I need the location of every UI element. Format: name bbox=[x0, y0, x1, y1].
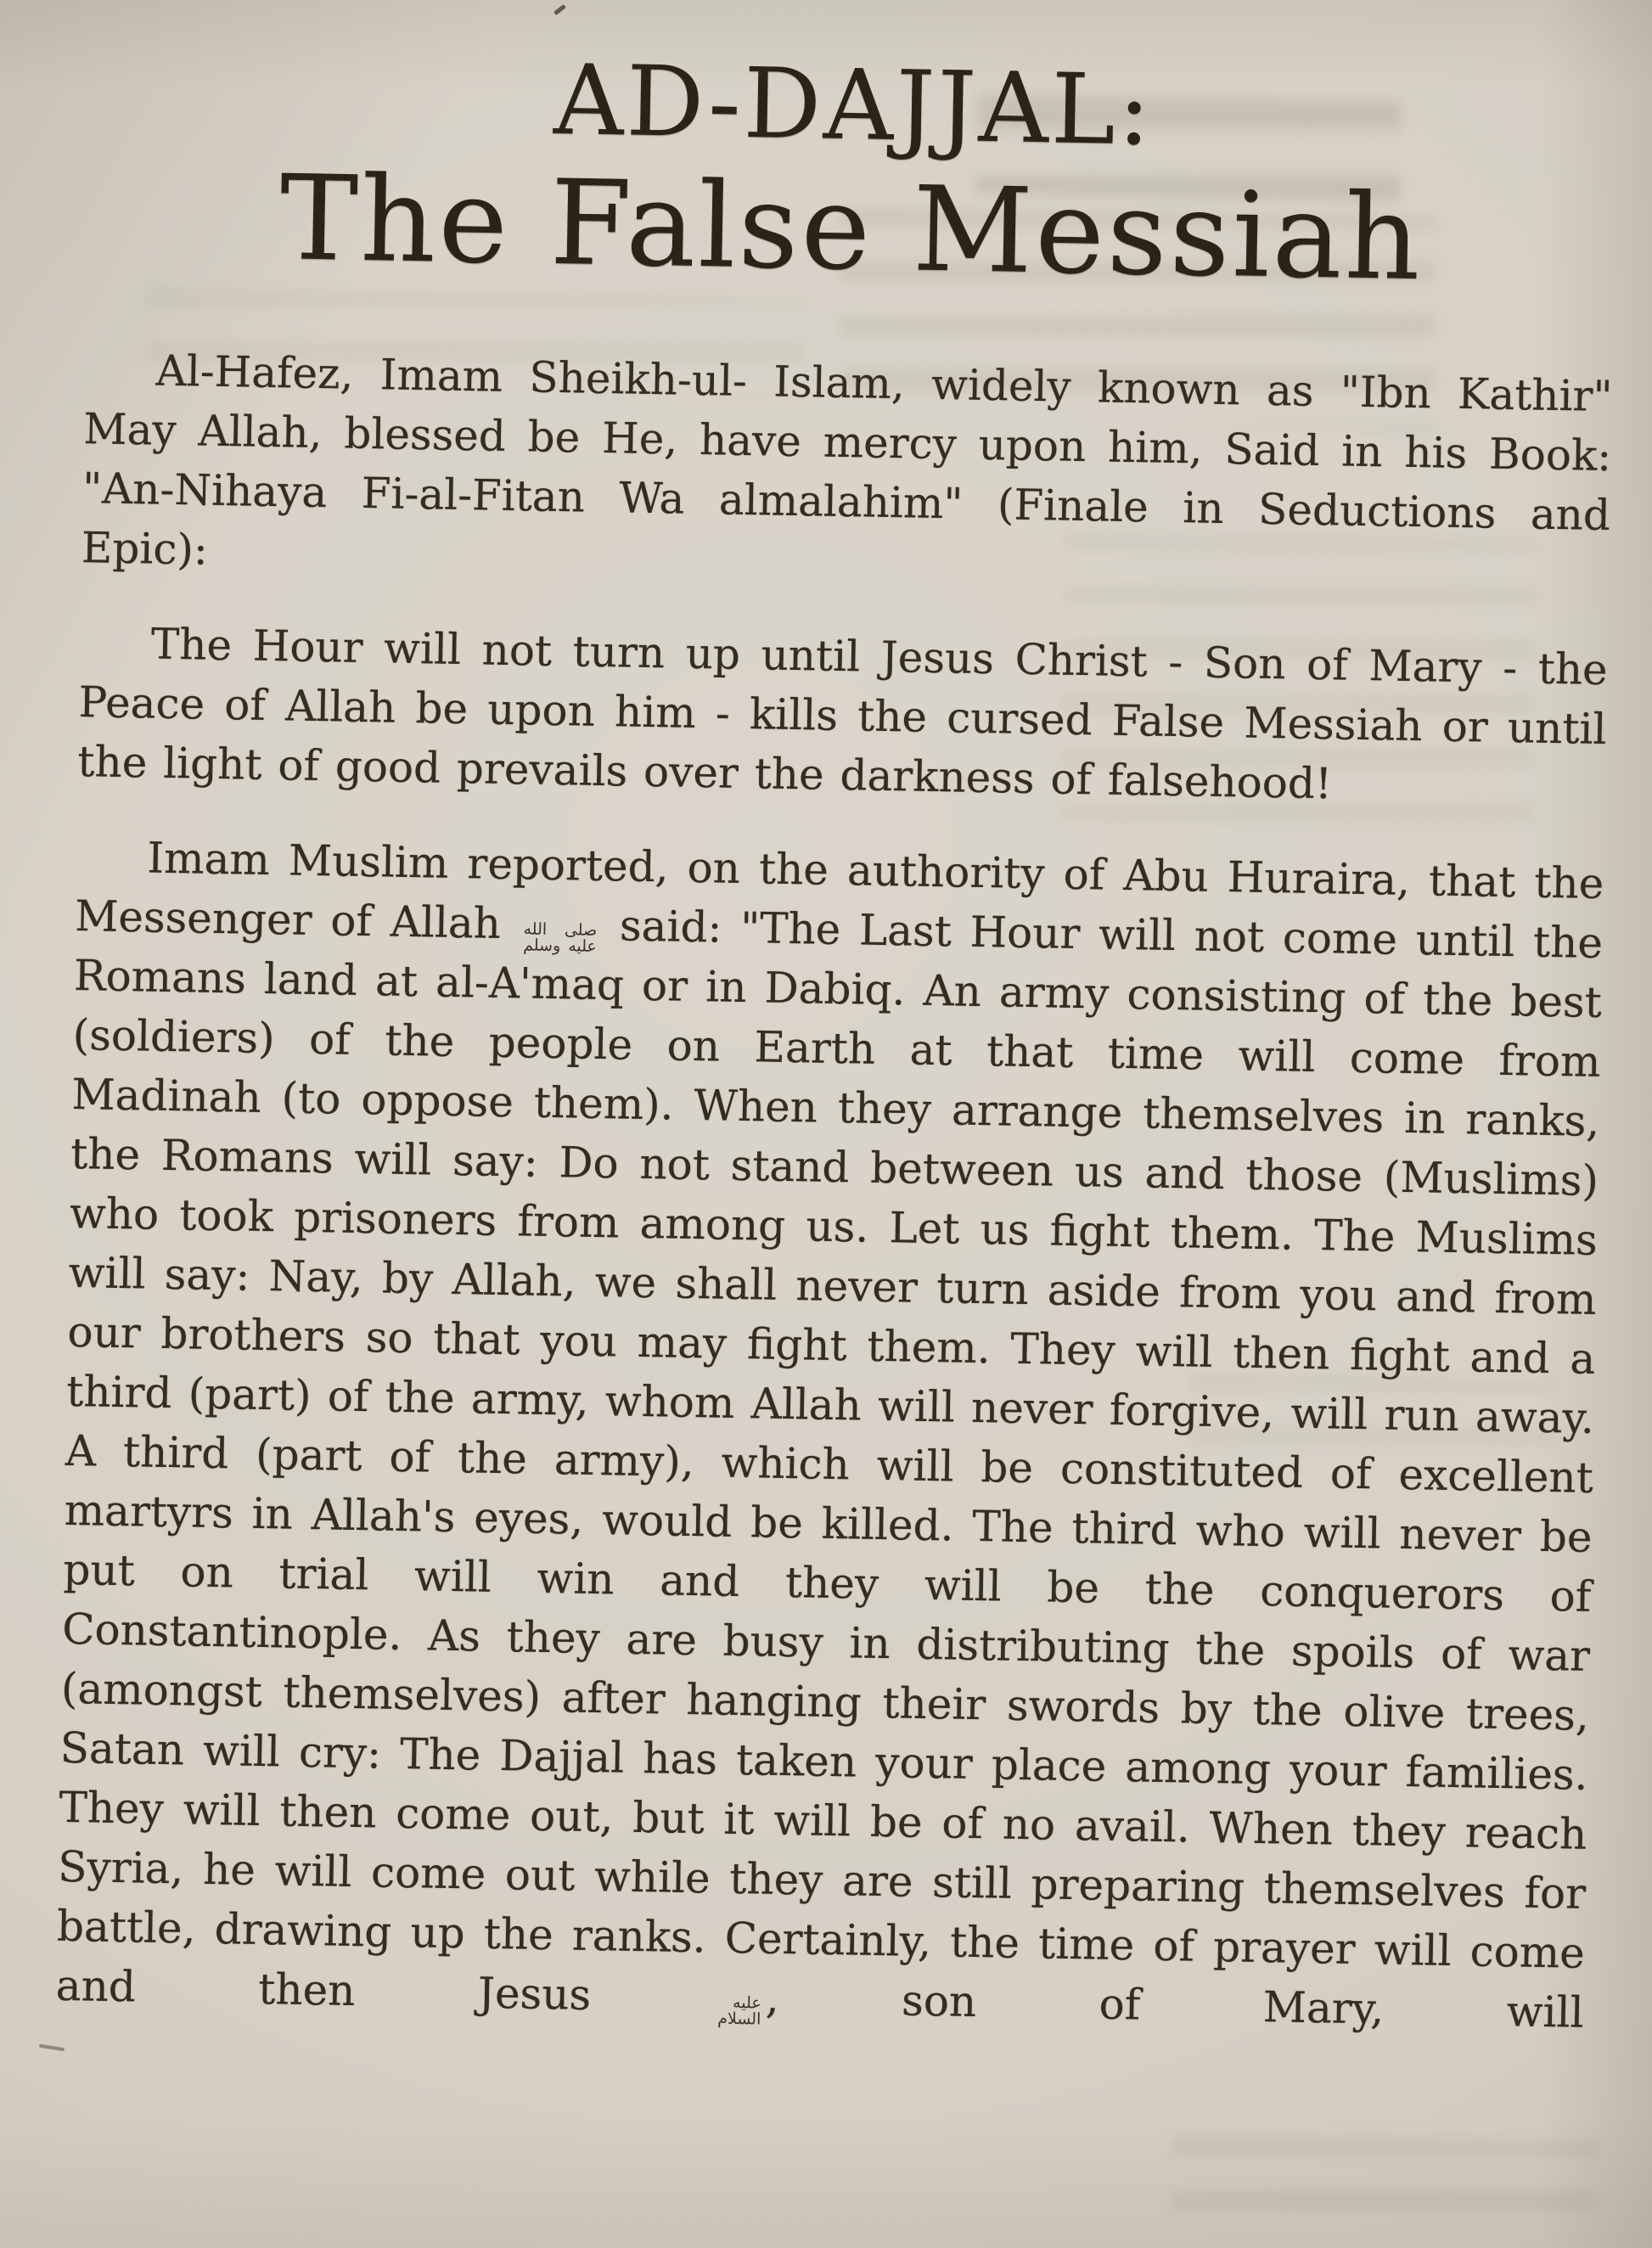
paragraph bbox=[77, 613, 1608, 818]
stray-ink-tick bbox=[553, 4, 566, 15]
paragraph-text: said: "The Last Hour will not come until the Romans land at al-A'maq or in Dabiq. An army consisting of the best (soldiers) of the people on Earth at that time will come from Madinah (to oppose them). When they arrange themselves in ranks, the Romans will say: Do not stand between us and those (Muslims) who took prisoners from among us. Let us fight them. The Muslims will say: Nay, by Allah, we shall never turn aside from you and from our brothers so that you may fight them. They will then fight and a third (part) of the army, whom Allah will never forgive, will run away. A third (part of the army), which will be constituted of excellent martyrs in Allah's eyes, would be killed. The third who will never be put on trial will win and they will be the conquerors of Constantinople. As they are busy in distributing the spoils of war (amongst themselves) after hanging their swords by the olive trees, Satan will cry: The Dajjal has taken your place among your families. They will then come out, but it will be of no avail. When they reach Syria, he will come out while they are still preparing themselves for battle, drawing up the ranks. Certainly, the time of prayer will come and then Jesus bbox=[55, 901, 1604, 2022]
printed-content bbox=[55, 37, 1618, 2043]
bleedthrough-ghost bbox=[1171, 2136, 1597, 2245]
paragraph-text: The Hour will not turn up until Jesus Christ - Son of Mary - the Peace of Allah be upon him - kills the cursed False Messiah or until the light of good prevails over the darkness of falsehood! bbox=[76, 619, 1609, 809]
paragraph-text: , son of Mary, will bbox=[765, 1974, 1585, 2038]
paragraph-text: Imam Muslim reported, on the authority of Abu Huraira, that the Messenger of Allah bbox=[74, 833, 1604, 949]
title-line-2: The False Messiah bbox=[278, 149, 1424, 307]
alayhi-as-salam-calligraphy-icon: عليه السلام bbox=[717, 1993, 761, 2029]
paragraph bbox=[81, 340, 1613, 604]
page-body bbox=[55, 340, 1613, 2043]
paragraph-text: Al-Hafez, Imam Sheikh-ul- Islam, widely known as "Ibn Kathir" May Allah, blessed be He, have mercy upon him, Said in his Book: "An-Nihaya Fi-al-Fitan Wa almalahim" (Finale in Seductions and Epic): bbox=[81, 346, 1613, 575]
title-line-1: AD-DAJJAL: bbox=[553, 42, 1155, 167]
margin-pencil-dash bbox=[39, 2044, 65, 2052]
paragraph bbox=[55, 827, 1604, 2043]
sallallahu-alayhi-wasallam-calligraphy-icon: صلى الله عليه وسلم bbox=[523, 919, 598, 956]
page-title bbox=[87, 37, 1619, 306]
